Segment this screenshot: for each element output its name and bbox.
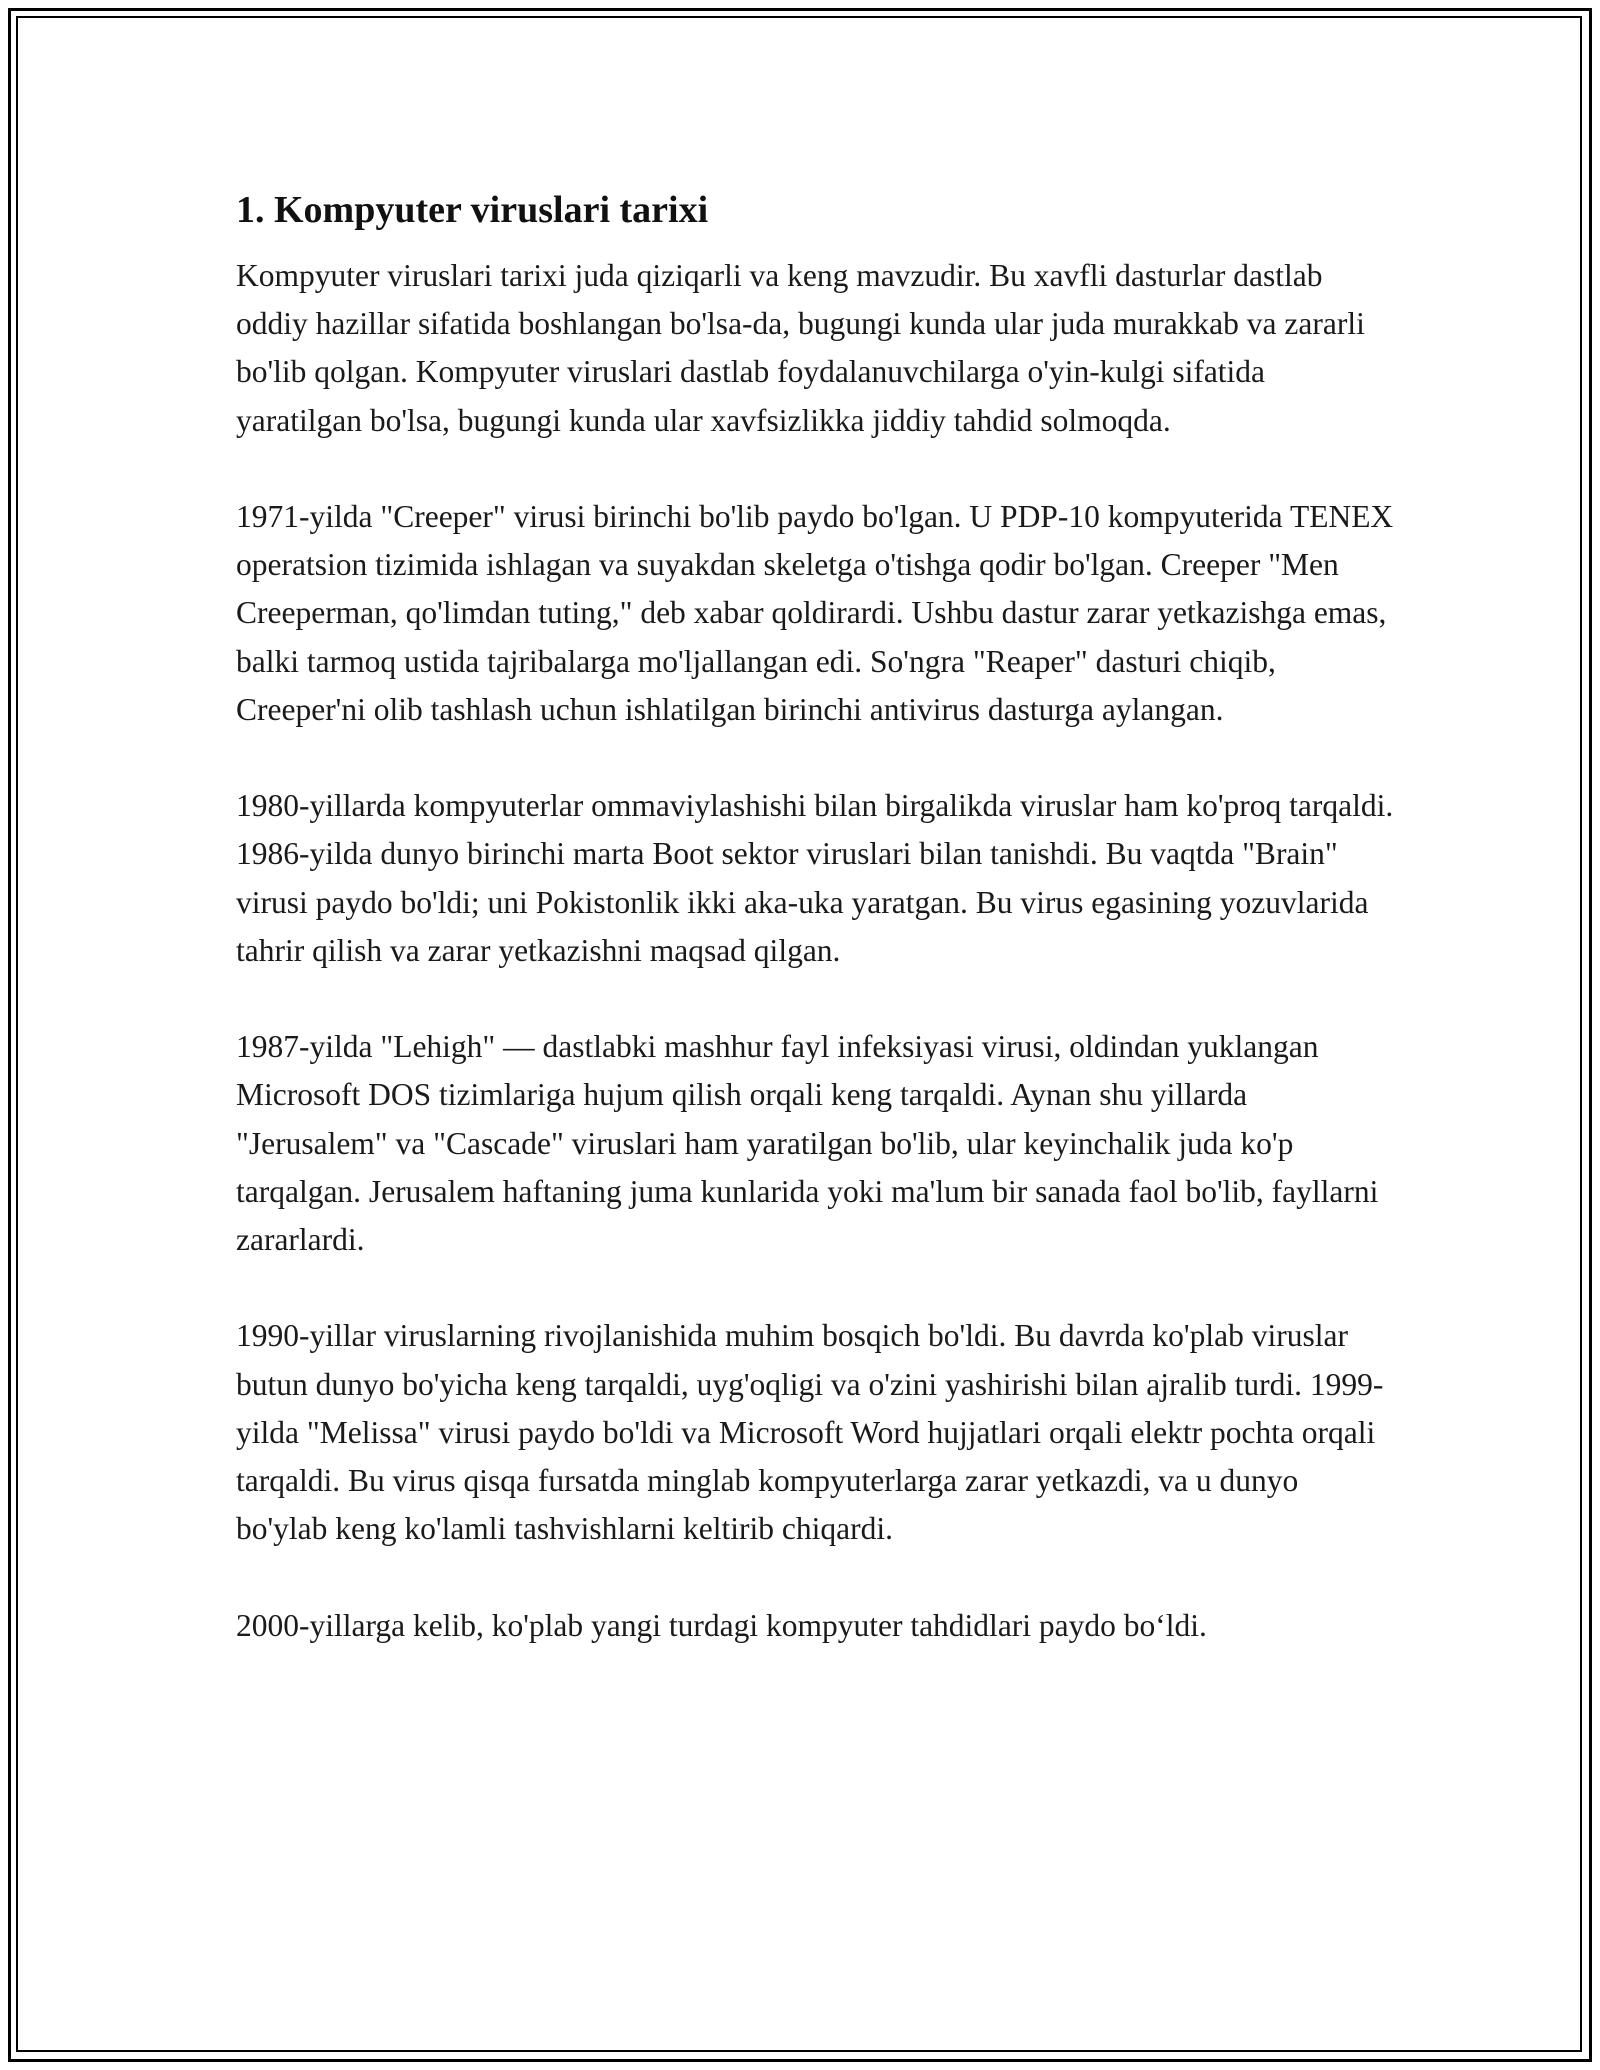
section-heading: 1. Kompyuter viruslari tarixi bbox=[236, 189, 709, 231]
paragraph-2000s: 2000-yillarga kelib, ko'plab yangi turdagi kompyuter tahdidlari paydo bo‘ldi. bbox=[236, 1607, 1207, 1643]
document-body bbox=[236, 186, 1396, 1698]
paragraph-lehigh: 1987-yilda "Lehigh" — dastlabki mashhur fayl infeksiyasi virusi, oldindan yuklangan Microsoft DOS tizimlariga hujum qilish orqali keng tarqaldi. Aynan shu yillarda "Jerusalem" va "Cascade" viruslari ham yaratilgan bo'lib, ular keyinchalik juda ko'p tarqalgan. Jerusalem haftaning juma kunlarida yoki ma'lum bir sanada faol bo'lib, fayllarni zararlardi. bbox=[236, 1029, 1379, 1258]
paragraph-intro: Kompyuter viruslari tarixi juda qiziqarli va keng mavzudir. Bu xavfli dasturlar dastlab oddiy hazillar sifatida boshlangan bo'lsa-da, bugungi kunda ular juda murakkab va zararli bo'lib qolgan. Kompyuter viruslari dastlab foydalanuvchilarga o'yin-kulgi sifatida yaratilgan bo'lsa, bugungi kunda ular xavfsizlikka jiddiy tahdid solmoqda. bbox=[236, 258, 1365, 438]
paragraph-1990s: 1990-yillar viruslarning rivojlanishida muhim bosqich bo'ldi. Bu davrda ko'plab viruslar butun dunyo bo'yicha keng tarqaldi, uyg'oqligi va o'zini yashirishi bilan ajralib turdi. 1999-yilda "Melissa" virusi paydo bo'ldi va Microsoft Word hujjatlari orqali elektr pochta orqali tarqaldi. Bu virus qisqa fursatda minglab kompyuterlarga zarar yetkazdi, va u dunyo bo'ylab keng ko'lamli tashvishlarni keltirib chiqardi. bbox=[236, 1318, 1384, 1547]
paragraph-creeper: 1971-yilda "Creeper" virusi birinchi bo'lib paydo bo'lgan. U PDP-10 kompyuterida TENEX operatsion tizimida ishlagan va suyakdan skeletga o'tishga qodir bo'lgan. Creeper "Men Creeperman, qo'limdan tuting," deb xabar qoldirardi. Ushbu dastur zarar yetkazishga emas, balki tarmoq ustida tajribalarga mo'ljallangan edi. So'ngra "Reaper" dasturi chiqib, Creeper'ni olib tashlash uchun ishlatilgan birinchi antivirus dasturga aylangan. bbox=[236, 499, 1394, 727]
paragraph-1980s: 1980-yillarda kompyuterlar ommaviylashishi bilan birgalikda viruslar ham ko'proq tarqaldi. 1986-yilda dunyo birinchi marta Boot sektor viruslari bilan tanishdi. Bu vaqtda "Brain" virusi paydo bo'ldi; uni Pokistonlik ikki aka-uka yaratgan. Bu virus egasining yozuvlarida tahrir qilish va zarar yetkazishni maqsad qilgan. bbox=[236, 788, 1394, 968]
